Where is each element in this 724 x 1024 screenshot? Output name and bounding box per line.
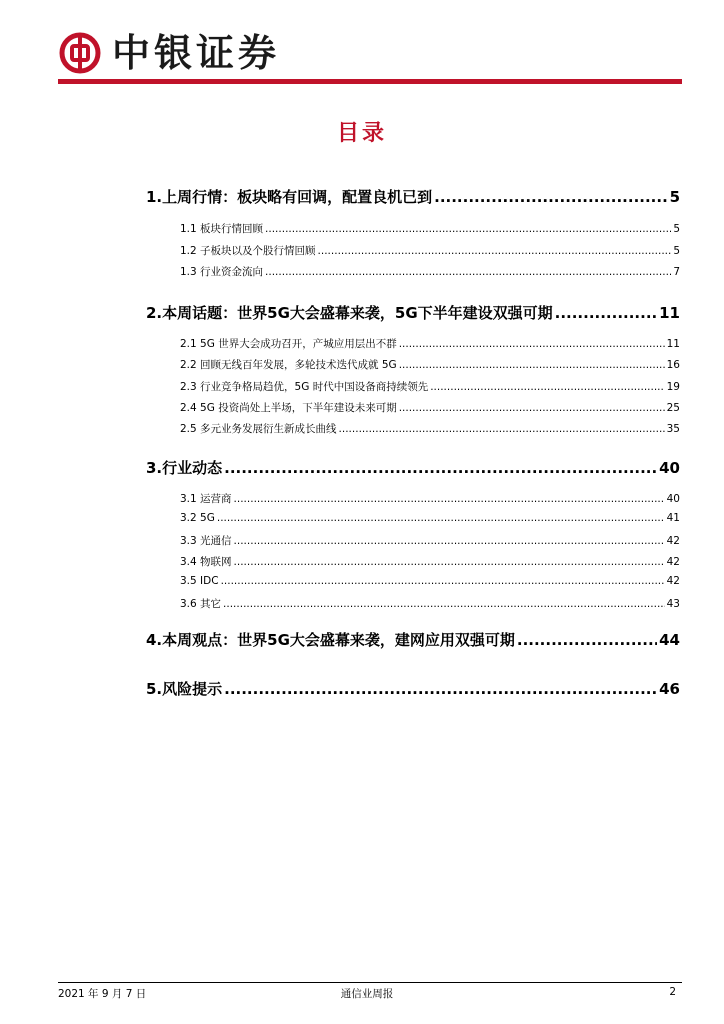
toc-entry-label: 2.4 5G 投资尚处上半场，下半年建设未来可期	[180, 402, 397, 414]
toc-entry-page: 5	[669, 188, 680, 206]
toc-entry-page: 16	[666, 359, 680, 371]
toc-section-entry[interactable]	[146, 302, 680, 323]
toc-entry-label: 2.本周话题：世界5G大会盛幕来袭，5G下半年建设双强可期	[146, 304, 553, 322]
toc-leader-dots	[318, 245, 672, 257]
toc-leader-dots	[399, 338, 665, 350]
toc-entry-label: 5.风险提示	[146, 680, 223, 698]
toc-subsection-entry[interactable]	[146, 596, 680, 611]
toc-entry-label: 1.上周行情：板块略有回调，配置良机已到	[146, 188, 433, 206]
toc-subsection-entry[interactable]	[146, 264, 680, 279]
toc-entry-label: 1.1 板块行情回顾	[180, 223, 264, 235]
toc-entry-page: 44	[659, 631, 680, 649]
toc-entry-page: 5	[673, 245, 680, 257]
toc-subsection-entry[interactable]	[146, 400, 680, 415]
toc-entry-page: 19	[666, 381, 680, 393]
toc-entry-label: 2.1 5G 世界大会成功召开，产城应用层出不群	[180, 338, 397, 350]
toc-entry-page: 40	[666, 493, 680, 505]
toc-entry-page: 40	[659, 459, 680, 477]
toc-subsection-entry[interactable]	[146, 533, 680, 548]
toc-leader-dots	[517, 631, 657, 649]
toc-leader-dots	[224, 459, 657, 477]
toc-entry-page: 42	[666, 535, 680, 547]
toc-entry-page: 25	[666, 402, 680, 414]
toc-entry-label: 3.1 运营商	[180, 493, 232, 505]
toc-section-entry[interactable]	[146, 629, 680, 650]
toc-entry-page: 42	[666, 556, 680, 568]
toc-entry-page: 11	[666, 338, 680, 350]
toc-entry-page: 7	[673, 266, 680, 278]
toc-subsection-entry[interactable]	[146, 421, 680, 436]
toc-entry-page: 43	[666, 598, 680, 610]
toc-entry-label: 1.2 子板块以及个股行情回顾	[180, 245, 316, 257]
toc-entry-page: 42	[666, 575, 680, 587]
toc-entry-page: 41	[666, 512, 680, 524]
footer-page-number: 2	[669, 986, 676, 998]
toc-entry-label: 4.本周观点：世界5G大会盛幕来袭，建网应用双强可期	[146, 631, 515, 649]
toc-leader-dots	[224, 680, 657, 698]
toc-section-entry[interactable]	[146, 678, 680, 699]
footer-divider	[58, 982, 682, 983]
toc-subsection-entry[interactable]	[146, 221, 680, 236]
toc-title: 目录	[336, 121, 387, 146]
toc-entry-label: 2.2 回顾无线百年发展，多轮技术迭代成就 5G	[180, 359, 397, 371]
toc-entry-page: 46	[659, 680, 680, 698]
toc-subsection-entry[interactable]	[146, 554, 680, 569]
toc-entry-label: 2.5 多元业务发展衍生新成长曲线	[180, 423, 337, 435]
toc-subsection-entry[interactable]	[146, 379, 680, 394]
bank-of-china-logo-icon	[58, 31, 102, 75]
toc-leader-dots	[221, 575, 665, 587]
toc-entry-page: 5	[673, 223, 680, 235]
toc-leader-dots	[555, 304, 657, 322]
toc-leader-dots	[265, 223, 671, 235]
toc-entry-label: 2.3 行业竞争格局趋优，5G 时代中国设备商持续领先	[180, 381, 429, 393]
footer-date: 2021 年 9 月 7 日	[58, 988, 147, 1000]
toc-entry-label: 3.行业动态	[146, 459, 223, 477]
toc-section-entry[interactable]	[146, 186, 680, 207]
toc-entry-label: 3.6 其它	[180, 598, 222, 610]
toc-leader-dots	[223, 598, 665, 610]
toc-entry-label: 3.2 5G	[180, 512, 215, 524]
toc-subsection-entry[interactable]	[146, 491, 680, 506]
footer-report-name: 通信业周报	[340, 988, 394, 1000]
toc-leader-dots	[399, 359, 665, 371]
toc-entry-page: 35	[666, 423, 680, 435]
toc-leader-dots	[265, 266, 671, 278]
toc-leader-dots	[217, 512, 665, 524]
header-divider	[58, 79, 682, 84]
footer	[58, 986, 676, 1001]
toc-subsection-entry[interactable]	[146, 336, 680, 351]
toc-subsection-entry[interactable]	[146, 512, 680, 524]
company-name: 中银证券	[112, 30, 281, 75]
toc-leader-dots	[434, 188, 667, 206]
toc-subsection-entry[interactable]	[146, 575, 680, 587]
toc-entry-label: 3.5 IDC	[180, 575, 219, 587]
header	[58, 30, 280, 76]
toc-subsection-entry[interactable]	[146, 243, 680, 258]
toc-entry-label: 1.3 行业资金流向	[180, 266, 264, 278]
toc-leader-dots	[399, 402, 665, 414]
toc-leader-dots	[234, 493, 665, 505]
toc-entry-label: 3.4 物联网	[180, 556, 232, 568]
toc-entry-label: 3.3 光通信	[180, 535, 232, 547]
toc-entry-page: 11	[659, 304, 680, 322]
toc-leader-dots	[339, 423, 665, 435]
toc-leader-dots	[234, 535, 665, 547]
toc-leader-dots	[234, 556, 665, 568]
toc-section-entry[interactable]	[146, 457, 680, 478]
toc-subsection-entry[interactable]	[146, 357, 680, 372]
toc-leader-dots	[430, 381, 664, 393]
